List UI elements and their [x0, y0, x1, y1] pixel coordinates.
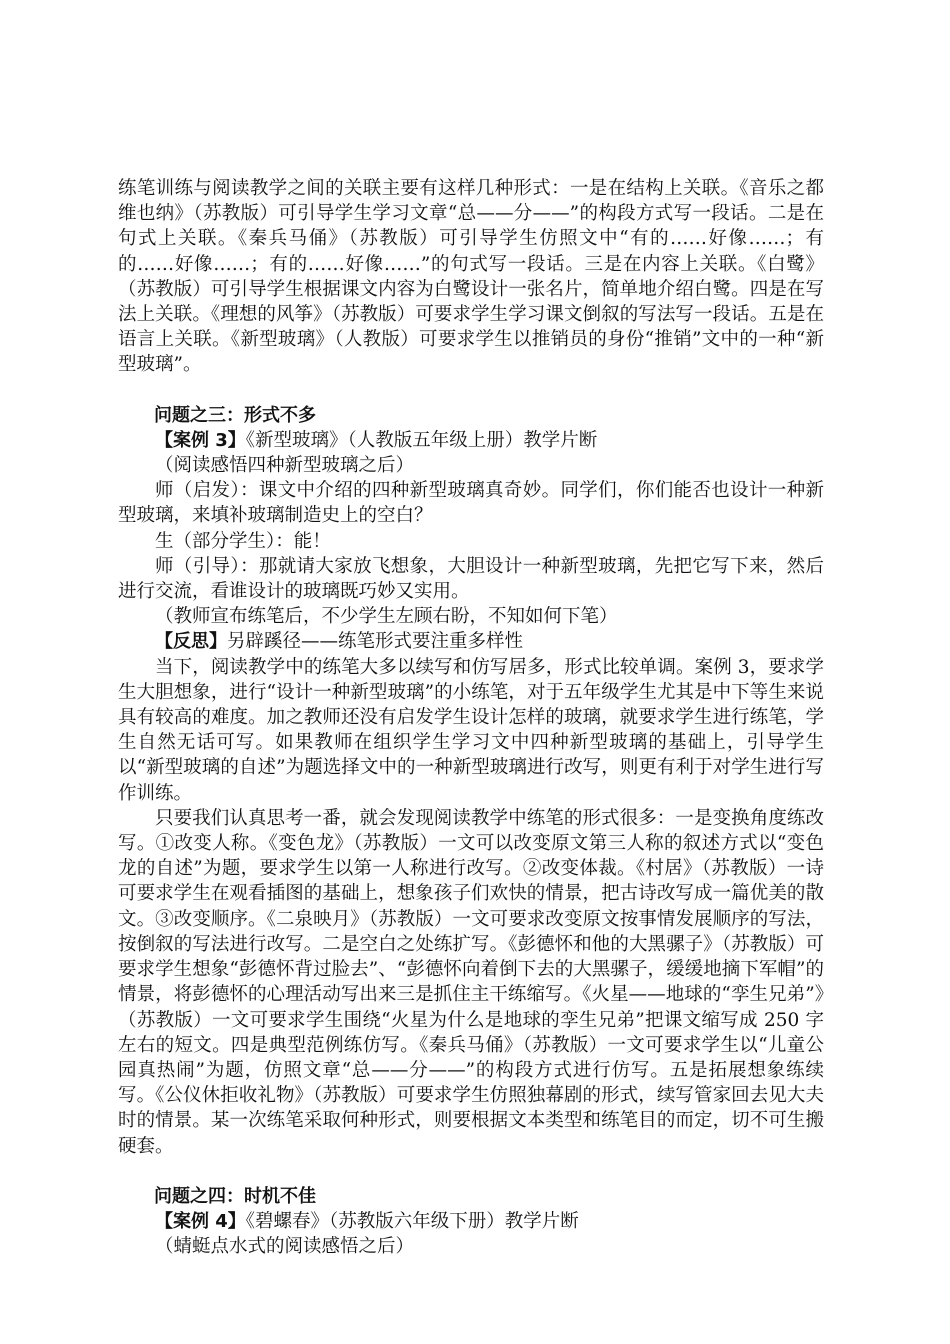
section-heading-4: 问题之四：时机不佳: [154, 1185, 316, 1207]
reflection-label: 【反思】: [155, 631, 227, 653]
section-heading-3: 问题之三：形式不多: [154, 404, 316, 426]
teacher-line-1: 师（启发）：课文中介绍的四种新型玻璃真奇妙。同学们，你们能否也设计一种新型玻璃，来填补玻璃制造史上的空白？: [118, 480, 824, 527]
reflection-paragraph-1: 当下，阅读教学中的练笔大多以续写和仿写居多，形式比较单调。案例 3，要求学生大胆想象，进行“设计一种新型玻璃”的小练笔，对于五年级学生尤其是中下等生来说具有较高的难度。加之教师还没有启发学生设计怎样的玻璃，就要求学生进行练笔，学生自然无话可写。如果教师在组织学生学习文中四种新型玻璃的基础上，引导学生以“新型玻璃的自述”为题选择文中的一种新型玻璃进行改写，则更有利于对学生进行写作训练。: [118, 656, 824, 804]
case-4-label: 【案例 4】: [155, 1210, 246, 1232]
reflection-title: 另辟蹊径——练笔形式要注重多样性: [227, 631, 524, 653]
case-4-header: [118, 1209, 824, 1234]
classroom-note: （教师宣布练笔后，不少学生左顾右盼，不知如何下笔）: [155, 606, 618, 628]
case-4-title: 《碧螺春》（苏教版六年级下册）教学片断: [245, 1210, 579, 1232]
case-4-context: （蜻蜓点水式的阅读感悟之后）: [155, 1236, 415, 1258]
case-3-title: 《新型玻璃》（人教版五年级上册）教学片断: [245, 429, 598, 451]
case-3-context: （阅读感悟四种新型玻璃之后）: [155, 455, 415, 477]
case-3-label: 【案例 3】: [155, 429, 246, 451]
case-3-header: [118, 428, 824, 453]
reflection-paragraph-2: 只要我们认真思考一番，就会发现阅读教学中练笔的形式很多：一是变换角度练改写。①改变人称。《变色龙》（苏教版）一文可以改变原文第三人称的叙述方式以“变色龙的自述”为题，要求学生以第一人称进行改写。②改变体裁。《村居》（苏教版）一诗可要求学生在观看插图的基础上，想象孩子们欢快的情景，把古诗改写成一篇优美的散文。③改变顺序。《二泉映月》（苏教版）一文可要求改变原文按事情发展顺序的写法，按倒叙的写法进行改写。二是空白之处练扩写。《彭德怀和他的大黑骡子》（苏教版）可要求学生想象“彭德怀背过脸去”、“彭德怀向着倒下去的大黑骡子，缓缓地摘下军帽”的情景，将彭德怀的心理活动写出来三是抓住主干练缩写。《火星——地球的“孪生兄弟”》（苏教版）一文可要求学生围绕“火星为什么是地球的孪生兄弟”把课文缩写成 250 字左右的短文。四是典型范例练仿写。《秦兵马俑》（苏教版）一文可要求学生以“儿童公园真热闹”为题，仿照文章“总——分——”的构段方式进行仿写。五是拓展想象练续写。《公仪休拒收礼物》（苏教版）可要求学生仿照独幕剧的形式，续写管家回去见大夫时的情景。某一次练笔采取何种形式，则要根据文本类型和练笔目的而定，切不可生搬硬套。: [118, 807, 824, 1157]
spacer: [118, 378, 824, 403]
document-page: [118, 176, 824, 1259]
teacher-line-2: 师（引导）：那就请大家放飞想象，大胆设计一种新型玻璃，先把它写下来，然后进行交流，看谁设计的玻璃既巧妙又实用。: [118, 555, 824, 603]
student-line-1: 生（部分学生）：能！: [155, 530, 331, 552]
reflection-header: [118, 629, 824, 654]
spacer: [118, 1159, 824, 1184]
paragraph-intro: 练笔训练与阅读教学之间的关联主要有这样几种形式：一是在结构上关联。《音乐之都维也纳》（苏教版）可引导学生学习文章“总——分——”的构段方式写一段话。二是在句式上关联。《秦兵马俑》（苏教版）可引导学生仿照文中“有的……好像……；有的……好像……；有的……好像……”的句式写一段话。三是在内容上关联。《白鹭》（苏教版）可引导学生根据课文内容为白鹭设计一张名片，简单地介绍白鹭。四是在写法上关联。《理想的风筝》（苏教版）可要求学生学习课文倒叙的写法写一段话。五是在语言上关联。《新型玻璃》（人教版）可要求学生以推销员的身份“推销”文中的一种“新型玻璃”。: [118, 178, 824, 376]
